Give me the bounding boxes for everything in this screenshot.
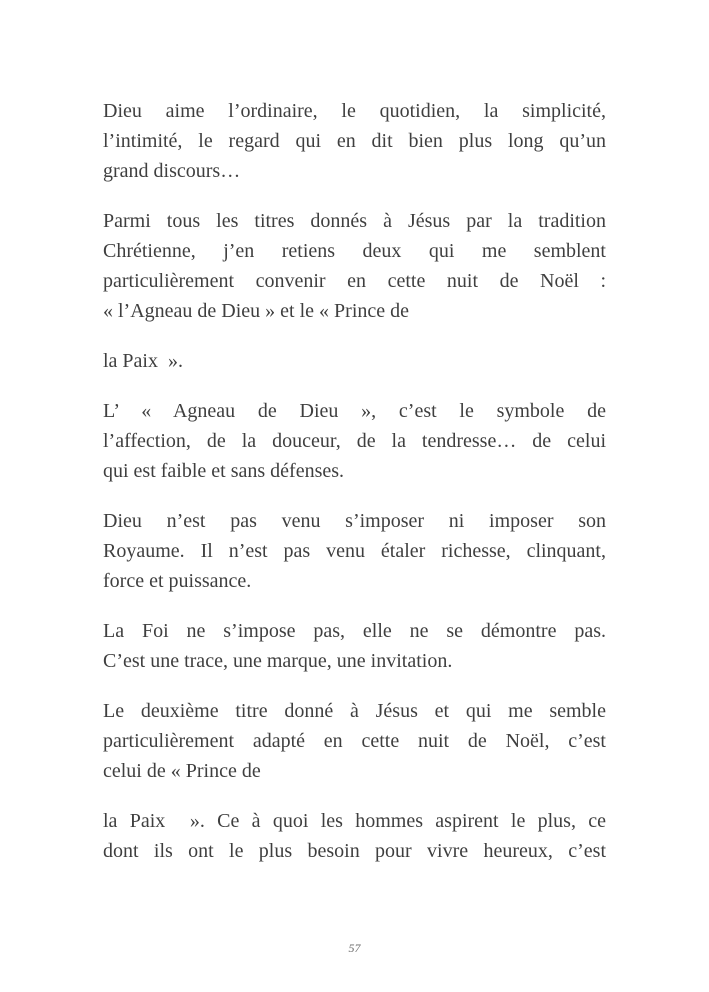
text-line: C’est une trace, une marque, une invitation.: [103, 650, 453, 672]
text-block: [103, 80, 606, 886]
text-line: celui de « Prince de: [103, 760, 261, 782]
text-line: l’intimité, le regard qui en dit bien plus long qu’un: [103, 130, 606, 152]
text-line: « l’Agneau de Dieu » et le « Prince de: [103, 300, 410, 322]
text-line: Parmi tous les titres donnés à Jésus par la tradition: [103, 210, 606, 232]
text-line: Chrétienne, j’en retiens deux qui me semblent: [103, 240, 606, 262]
page-number: 57: [348, 941, 361, 955]
text-line: La Foi ne s’impose pas, elle ne se démontre pas.: [103, 620, 606, 642]
text-line: qui est faible et sans défenses.: [103, 460, 345, 482]
text-line: Dieu aime l’ordinaire, le quotidien, la simplicité,: [103, 100, 606, 122]
text-line: particulièrement adapté en cette nuit de Noël, c’est: [103, 730, 606, 752]
text-line: grand discours…: [103, 160, 241, 182]
text-line: L’ « Agneau de Dieu », c’est le symbole de: [103, 400, 606, 422]
text-line: Royaume. Il n’est pas venu étaler richesse, clinquant,: [103, 540, 606, 562]
text-line: dont ils ont le plus besoin pour vivre heureux, c’est: [103, 840, 606, 862]
text-line: force et puissance.: [103, 570, 252, 592]
text-line: l’affection, de la douceur, de la tendresse… de celui: [103, 430, 606, 452]
text-line: Le deuxième titre donné à Jésus et qui me semble: [103, 700, 606, 722]
text-line: la Paix ».: [103, 350, 183, 372]
text-line: particulièrement convenir en cette nuit de Noël :: [103, 270, 606, 292]
text-line: Dieu n’est pas venu s’imposer ni imposer son: [103, 510, 606, 532]
text-line: la Paix ». Ce à quoi les hommes aspirent le plus, ce: [103, 810, 606, 832]
